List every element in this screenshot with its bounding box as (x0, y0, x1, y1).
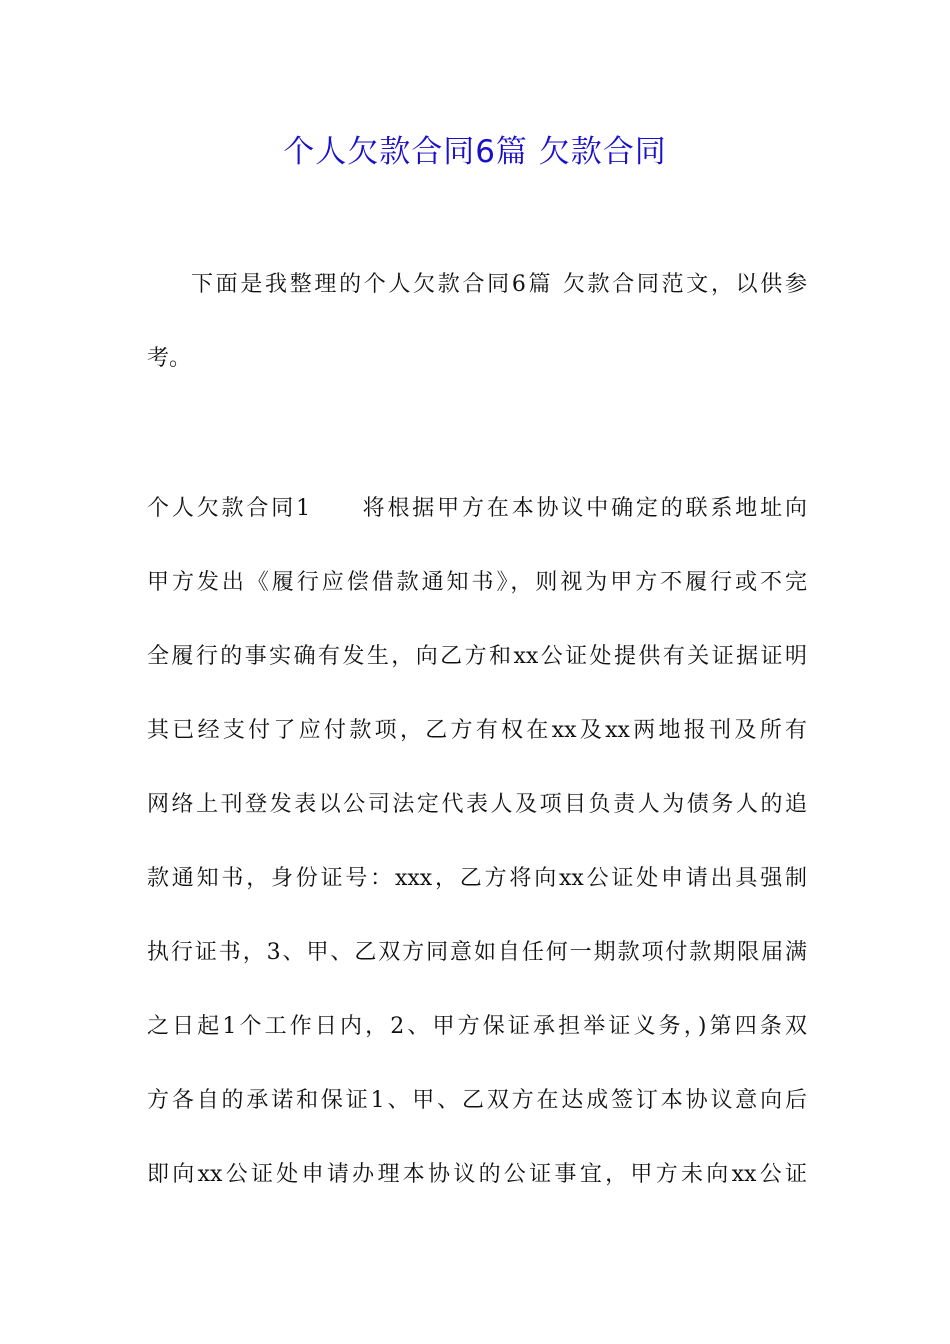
text-line: 个人欠款合同1 将根据甲方在本协议中确定的联系地址向 (147, 496, 807, 521)
text-line: 方各自的承诺和保证1、甲、乙双方在达成签订本协议意向后 (147, 1088, 807, 1113)
text-line: 其已经支付了应付款项，乙方有权在xx及xx两地报刊及所有 (147, 718, 807, 743)
text-line: 考。 (147, 346, 192, 371)
text-line: 款通知书，身份证号：xxx，乙方将向xx公证处申请出具强制 (147, 866, 807, 891)
text-line: 全履行的事实确有发生，向乙方和xx公证处提供有关证据证明 (147, 644, 807, 669)
text-line: 执行证书，3、甲、乙双方同意如自任何一期款项付款期限届满 (147, 940, 807, 965)
intro-paragraph (147, 248, 807, 396)
text-line: 下面是我整理的个人欠款合同6篇 欠款合同范文，以供参 (191, 272, 807, 297)
contract-paragraph (147, 472, 807, 1212)
text-line: 网络上刊登发表以公司法定代表人及项目负责人为债务人的追 (147, 792, 807, 817)
text-line: 之日起1个工作日内，2、甲方保证承担举证义务，)第四条双 (147, 1014, 807, 1039)
document-title: 个人欠款合同6篇 欠款合同 (283, 134, 667, 170)
text-line: 甲方发出《履行应偿借款通知书》，则视为甲方不履行或不完 (147, 570, 807, 595)
text-line: 即向xx公证处申请办理本协议的公证事宜，甲方未向xx公证 (147, 1162, 807, 1187)
